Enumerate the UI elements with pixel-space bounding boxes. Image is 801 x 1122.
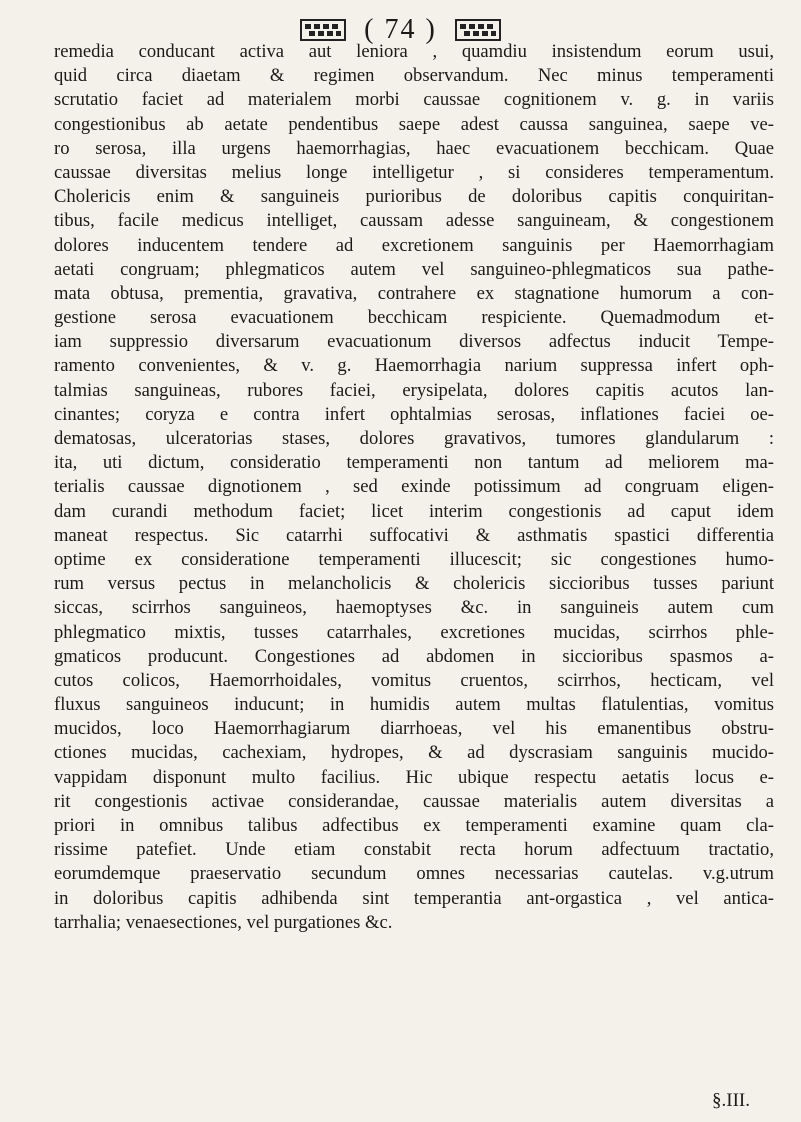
text-line: tarrhalia; venaesectiones, vel purgationes &c.: [54, 911, 393, 933]
text-line: ro serosa, illa urgens haemorrhagias, haec evacuationem becchicam. Quae: [54, 137, 774, 159]
text-line: mucidos, loco Haemorrhagiarum diarrhoeas, vel his emanentibus obstru-: [54, 718, 774, 740]
right-ornament-icon: [455, 18, 501, 42]
catchword: §.III.: [712, 1090, 750, 1111]
text-line: cinantes; coryza e contra infert ophtalmias serosas, inflationes faciei oe-: [54, 403, 774, 425]
body-text: [54, 40, 774, 935]
text-line: caussae diversitas melius longe intelligetur , si consideres temperamentum.: [54, 161, 774, 183]
text-line: fluxus sanguineos inducunt; in humidis autem multas flatulentias, vomitus: [54, 694, 774, 716]
text-line: dam curandi methodum faciet; licet interim congestionis ad caput idem: [54, 500, 774, 522]
text-line: phlegmatico mixtis, tusses catarrhales, excretiones mucidas, scirrhos phle-: [54, 621, 774, 643]
text-line: cutos colicos, Haemorrhoidales, vomitus cruentos, scirrhos, hecticam, vel: [54, 669, 774, 691]
text-line: ita, uti dictum, consideratio temperamenti non tantum ad meliorem ma-: [54, 452, 774, 474]
text-line: scrutatio faciet ad materialem morbi caussae cognitionem v. g. in variis: [54, 89, 774, 111]
left-ornament-icon: [300, 18, 346, 42]
text-line: mata obtusa, prementia, gravativa, contrahere ex stagnatione humorum a con-: [54, 282, 774, 304]
text-line: congestionibus ab aetate pendentibus saepe adest caussa sanguinea, saepe ve-: [54, 113, 774, 135]
text-line: maneat respectus. Sic catarrhi suffocativi & asthmatis spastici differentia: [54, 524, 774, 546]
text-line: gmaticos producunt. Congestiones ad abdomen in siccioribus spasmos a-: [54, 645, 774, 667]
text-line: optime ex consideratione temperamenti illucescit; sic congestiones humo-: [54, 548, 774, 570]
text-line: terialis caussae dignotionem , sed exinde potissimum ad congruam eligen-: [54, 476, 774, 498]
text-line: quid circa diaetam & regimen observandum. Nec minus temperamenti: [54, 65, 774, 87]
text-line: dematosas, ulceratorias stases, dolores gravativos, tumores glandularum :: [54, 428, 774, 449]
text-line: rit congestionis activae considerandae, caussae materialis autem diversitas a: [54, 790, 774, 812]
text-line: eorumdemque praeservatio secundum omnes necessarias cautelas. v.g.utrum: [54, 863, 774, 885]
text-line: iam suppressio diversarum evacuationum diversos adfectus inducit Tempe-: [54, 331, 774, 353]
text-line: remedia conducant activa aut leniora , quamdiu insistendum eorum usui,: [54, 41, 774, 62]
page-number: ( 74 ): [364, 14, 437, 45]
text-line: talmias sanguineas, rubores faciei, erysipelata, dolores capitis acutos lan-: [54, 379, 774, 401]
text-line: dolores inducentem tendere ad excretionem sanguinis per Haemorrhagiam: [54, 234, 774, 256]
text-line: priori in omnibus talibus adfectibus ex temperamenti examine quam cla-: [54, 815, 774, 836]
text-line: tibus, facile medicus intelliget, caussam adesse sanguineam, & congestionem: [54, 210, 774, 232]
text-line: aetati congruam; phlegmaticos autem vel sanguineo-phlegmaticos sua pathe-: [54, 258, 774, 280]
text-line: rissime patefiet. Unde etiam constabit recta horum adfectuum tractatio,: [54, 839, 774, 861]
text-line: ramento convenientes, & v. g. Haemorrhagia narium suppressa infert oph-: [54, 355, 774, 377]
text-line: rum versus pectus in melancholicis & cholericis siccioribus tusses pariunt: [54, 573, 774, 595]
text-line: Cholericis enim & sanguineis purioribus de doloribus capitis conquiritan-: [54, 186, 774, 208]
text-line: ctiones mucidas, cachexiam, hydropes, & ad dyscrasiam sanguinis mucido-: [54, 742, 774, 764]
text-line: siccas, scirrhos sanguineos, haemoptyses &c. in sanguineis autem cum: [54, 597, 774, 619]
text-line: vappidam disponunt multo facilius. Hic ubique respectu aetatis locus e-: [54, 766, 774, 788]
text-line: gestione serosa evacuationem becchicam respiciente. Quemadmodum et-: [54, 307, 774, 329]
text-line: in doloribus capitis adhibenda sint temperantia ant-orgastica , vel antica-: [54, 887, 774, 909]
